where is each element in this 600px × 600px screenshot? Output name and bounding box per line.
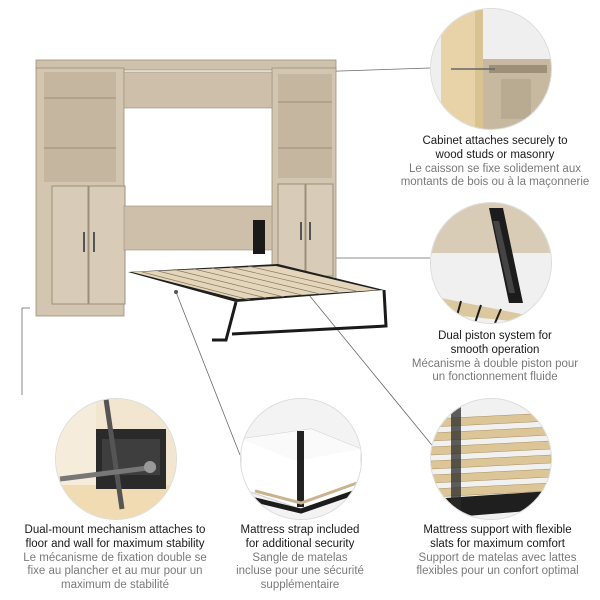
mounting-screw-detail [55,398,177,520]
caption-fr-line: Mécanisme à double piston pour [411,357,579,370]
caption-fr-line: Sangle de matelas [252,551,348,564]
caption-en-line: smooth operation [450,343,540,356]
caption-studs [395,135,595,190]
caption-en-line: for additional security [245,537,355,550]
piston-mechanism-detail [430,202,552,324]
mattress-strap-detail [240,398,362,520]
caption-slats [395,524,600,579]
caption-en-line: Dual piston system for [438,330,552,342]
bridge-upper-panel [124,72,272,108]
caption-fr-line: un fonctionnement fluide [432,371,558,384]
caption-fr-line: fixe au plancher et au mur pour un [27,565,203,578]
caption-en-line: wood studs or masonry [435,148,555,161]
caption-fr-line: Le mécanisme de fixation double se [23,551,207,564]
caption-fr-line: supplémentaire [260,579,340,592]
caption-en-line: Mattress strap included [240,524,360,536]
left-cabinet-door-1 [52,186,88,304]
headboard-panel [124,206,272,250]
caption-en-line: Cabinet attaches securely to [422,135,568,147]
caption-en-line: Dual-mount mechanism attaches to [24,524,206,536]
caption-en-line: floor and wall for maximum stability [25,537,205,550]
caption-en-line: slats for maximum comfort [430,537,565,550]
piston-bracket [253,220,265,254]
wall-bed-product-image [30,55,430,345]
bed-slats-detail [430,398,552,520]
caption-mount [5,524,225,593]
caption-piston [395,330,595,385]
caption-fr-line: Le caisson se fixe solidement aux [409,162,581,175]
caption-fr-line: Support de matelas avec lattes [418,551,577,564]
caption-fr-line: montants de bois ou à la maçonnerie [400,176,590,189]
caption-fr-line: maximum de stabilité [60,579,169,592]
caption-fr-line: flexibles pour un confort optimal [416,565,579,578]
caption-strap [210,524,390,593]
caption-fr-line: incluse pour une sécurité [236,565,364,578]
wall-stud-detail [430,8,552,130]
caption-en-line: Mattress support with flexible [423,524,572,536]
